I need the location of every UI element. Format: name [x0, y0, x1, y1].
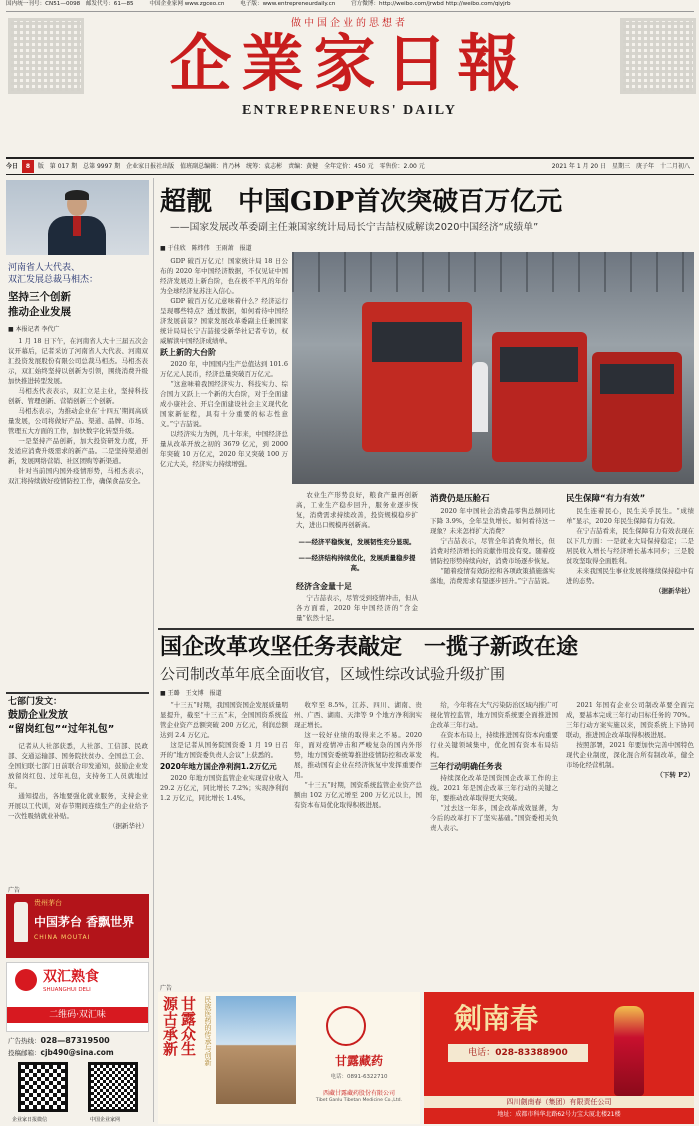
feature-main-headline-1: 坚持三个创新 [8, 291, 71, 303]
article-paragraph: “十三五”时期，国资系统监管企业资产总额由 102 万亿元增至 200 万亿元以上，国有资本布局优化取得积极进展。 [294, 781, 422, 809]
top-info-strip [6, 0, 694, 12]
lead-column-2 [296, 490, 418, 622]
feature-paragraph: 针对当前国内国外疫情形势，马相杰表示，双汇将持续做好疫情防控工作，确保食品安全。 [8, 467, 148, 485]
site-qr-caption: 中国企业家网 [90, 1117, 121, 1123]
worker-figure [472, 362, 488, 432]
lead-paragraph: GDP 破百万亿元！国家统计局 18 日公布的 2020 年中国经济数据，不仅见证中国经济发展迈上新台阶，也在极不平凡的年份为全球经济复苏注入信心。 [160, 257, 288, 295]
lead-column-3-head: 消费仍是压舱石 [430, 494, 490, 504]
page-count-badge: 8 [22, 160, 34, 173]
ganlu-phone: 电话：0891-6322710 [330, 1074, 388, 1080]
portrait-figure [48, 192, 106, 255]
jiannanchun-brand: 劍南春 [454, 1002, 539, 1035]
jiannanchun-phone-label: 电话： [468, 1048, 496, 1058]
second-article-column-1 [160, 700, 288, 980]
lead-byline: ■ 于佳欣 陈炜伟 王雨萧 报道 [160, 245, 252, 252]
feature-main-headline-2: 推动企业发展 [8, 306, 71, 318]
article-subhead-3: 三年行动明确任务表 [430, 762, 502, 771]
ganlu-vertical-2: 甘露众生 [179, 996, 197, 1056]
lead-subhead-2: 经济含金量十足 [296, 581, 352, 591]
lead-paragraph: 宁吉喆表示，尽管全年消费负增长，但消费对经济增长的贡献作用没有变。随着疫情防控形势持续向好，消费市场逐步恢复。 [430, 537, 555, 565]
section-divider [158, 628, 694, 630]
article-paragraph: “过去这一年多，国企改革成效显著，为今后的改革打下了坚实基础。”国资委相关负责人表示。 [430, 804, 558, 832]
epaper-link[interactable]: 电子版：www.entrepreneurdaily.cn [240, 1, 336, 7]
lead-column-4-head: 民生保障“有力有效” [566, 494, 646, 504]
issue-details: 第 017 期 总第 9997 期 企业家日报社出版 值班副总编辑：肖乃林 统筹：袁志彬 责编：黄健 全年定价：450 元 零售价：2.00 元 [49, 163, 425, 170]
article-subhead-1: 2020年地方国企净利润1.2万亿元 [160, 762, 277, 771]
wechat-qr-code[interactable] [18, 1062, 68, 1112]
lead-headline: 超靓 中国GDP首次突破百万亿元 [160, 187, 563, 217]
moutai-bottle-icon [14, 902, 28, 942]
divider [6, 692, 149, 694]
moutai-slogan: 中国茅台 香飘世界 [34, 915, 135, 929]
email-label: 投稿邮箱： [8, 1049, 41, 1057]
jiannanchun-bottle-icon [614, 1006, 644, 1096]
jiannanchun-phone-box [448, 1044, 588, 1062]
ganlu-vertical-1: 源古承新 [161, 996, 179, 1056]
website[interactable]: 中国企业家网 www.zgceo.cn [149, 1, 225, 7]
article-paragraph: 按照部署，2021 年要加快完善中国特色现代企业制度，深化混合所有制改革，健全市场化经营机制。 [566, 741, 694, 769]
article-paragraph: 在资本布局上，持续推进国有资本向重要行业关键领域集中，优化国有资本布局结构。 [430, 731, 558, 759]
feature-headline-2: 双汇发展总裁马相杰： [8, 275, 99, 285]
issue-info-bar [6, 157, 694, 175]
lead-column-1 [160, 256, 288, 622]
moutai-en: CHINA MOUTAI [34, 934, 91, 941]
lead-highlight: ——经济结构持续优化，发展质量稳步提高。 [298, 554, 416, 572]
hotline-label: 广告热线： [8, 1037, 41, 1045]
lead-paragraph: 2020 年，中国国内生产总值达到 101.6 万亿元人民币，经济总量突破百万亿元。 [160, 360, 288, 378]
wechat-qr-caption: 企业家日报微信 [12, 1117, 48, 1123]
second-paragraph: 记者从人社部获悉，人社部、工信部、民政部、交通运输部、国务院扶贫办、全国总工会、全国妇联七部门日前联合印发通知，鼓励企业发放留岗红包、过年礼包，支持务工人员就地过年。 [8, 742, 148, 790]
article-paragraph: 给，今年将在大气污染防治区域内推广可视化管控监管，地方国资系统要全面推进国企改革三年行动。 [430, 701, 558, 729]
left-column [6, 178, 151, 1123]
portrait-photo [6, 180, 149, 255]
weibo-links[interactable]: 官方微博：http://weibo.com/jrwbd http://weibo.com/qiyjrb [351, 1, 511, 7]
lead-paragraph: 在宁吉喆看来，民生保障有力有效表现在以下几方面：一是就业大局保持稳定；二是居民收入增长与经济增长基本同步；三是脱贫攻坚取得全面胜利。 [566, 527, 694, 565]
ganlu-vertical-3: 民族医药的传承与创新 [204, 996, 212, 1066]
site-qr-code[interactable] [88, 1062, 138, 1112]
feature-headline-1: 河南省人大代表、 [8, 263, 81, 273]
article-paragraph: “十三五”时期，我国国资国企发展质量明显提升，截至“十三五”末，全国国资系统监管企业资产总额突破 200 万亿元，利润总额达到 2.4 万亿元。 [160, 701, 288, 739]
masthead-english: ENTREPRENEURS' DAILY [242, 103, 457, 118]
lead-column-4 [566, 506, 694, 622]
hotline [8, 1036, 149, 1046]
masthead-title: 企業家日報 [169, 27, 530, 100]
jiannanchun-address: 地址：成都市科华北路62号力宝大厦北楼21楼 [497, 1111, 621, 1118]
second-headline-1: 鼓励企业发放 [8, 710, 68, 721]
lead-paragraph: “这意味着我国经济实力、科技实力、综合国力又跃上一个新的大台阶，对于全面建成小康社会、开启全面建设社会主义现代化国家新征程，具有十分重要的标志性意义。”宁吉喆说。 [160, 380, 288, 428]
ganlu-company: 西藏甘露藏药股份有限公司 [322, 1090, 395, 1097]
ad-label-bottom: 广告 [160, 985, 173, 992]
article-paragraph: 2021 年国有企业公司制改革要全面完成，要基本完成三年行动目标任务的 70%。三年行动方案实施以来，国资系统上下协同联动，推进国企改革取得积极进展。 [566, 701, 694, 739]
submission-email [8, 1048, 149, 1058]
ganlu-ad[interactable] [158, 992, 420, 1124]
tagline: 做中国企业的思想者 [291, 18, 408, 29]
qr-code-left[interactable] [8, 18, 84, 94]
feature-paragraph: 一是坚持产品创新，加大投资研发力度，开发适应消费升级需求的新产品。二是坚持渠道创新，发展网络营销、社区团购等新渠道。 [8, 437, 148, 465]
lead-paragraph: 民生连着民心，民生关乎民生。“成绩单”显示，2020 年民生保障有力有效。 [566, 507, 694, 525]
ganlu-name: 甘露藏药 [334, 1054, 383, 1068]
email-address[interactable]: cjb490@sina.com [40, 1048, 114, 1057]
issue-date: 2021 年 1 月 20 日 星期三 庚子年 十二月初八 [551, 163, 690, 170]
shuanghui-ad[interactable] [6, 962, 149, 1032]
ad-label-left: 广告 [8, 887, 21, 894]
shuanghui-name: 双汇熟食 [43, 969, 99, 985]
lead-highlight: ——经济平稳恢复，发展韧性充分显现。 [298, 537, 416, 546]
second-headline-2: “留岗红包”“过年礼包” [8, 724, 115, 735]
feature-paragraph: 1 月 18 日下午，在河南省人大十三届五次会议开幕后，记者采访了河南省人大代表、河南双汇投资发展股份有限公司总裁马相杰。马相杰表示，双汇始终坚持以创新为引领，围绕消费升级加快推进转型发展。 [8, 337, 148, 385]
second-paragraph: 通知提出，各地要强化就业服务，支持企业开展以工代训，对春节期间连续生产的企业给予一次性吸纳就业补贴。 [8, 792, 148, 820]
article-paragraph: 收窄至 8.5%，江苏、四川、湖南、贵州、广西、湖南、天津等 9 个地方净利润实现正增长。 [294, 701, 422, 729]
jiannanchun-ad[interactable] [424, 992, 694, 1124]
ganlu-english: Tibet Ganlu Tibetan Medicine Co.,Ltd. [315, 1098, 403, 1103]
lead-paragraph: 以经济实力为例，几十年来，中国经济总量从改革开放之初的 3679 亿元，到 2000 年突破 10 万亿元，2020 年又突破 100 万亿元大关，经济实力持续增强。 [160, 430, 288, 468]
moutai-brand: 贵州茅台 [34, 899, 62, 907]
lead-source: （据新华社） [655, 587, 694, 595]
qr-code-right[interactable] [620, 18, 696, 94]
second-source: （据新华社） [109, 822, 148, 830]
second-article-column-3 [430, 700, 558, 980]
shuanghui-en: SHUANGHUI DELI [43, 987, 91, 993]
feature-paragraph: 马相杰代表表示，双汇立足主业，坚持科技创新、管理创新、营销创新三个创新。 [8, 387, 148, 405]
second-article-subhead: 公司制改革年底全面收官，区域性综改试验升级扩围 [160, 665, 506, 683]
moutai-ad[interactable] [6, 894, 149, 958]
second-article-headline: 国企改革攻坚任务表敲定 一揽子新政在途 [160, 634, 579, 660]
article-paragraph: 2020 年地方国资监管企业实现营业收入 29.2 万亿元，同比增长 7.2%；实现净利润 1.2 万亿元，同比增长 1.4%。 [160, 774, 288, 802]
today-label: 今日 [6, 163, 19, 170]
ganlu-building-photo [216, 996, 296, 1104]
lead-paragraph: 宁吉喆表示，尽管受到疫情冲击，但从各方面看，2020 年中国经济的“含金量”依然十足。 [296, 593, 418, 622]
publication-codes: 国内统一刊号：CN51—0098 邮发代号：61—85 [6, 1, 134, 7]
lead-paragraph: GDP 破百万亿元意味着什么？经济运行呈现哪些特点？透过数据，如何看待中国经济发展前景？国家发展改革委副主任兼国家统计局局长宁吉喆接受新华社记者专访，权威解读中国经济成绩单。 [160, 297, 288, 345]
article-paragraph: 这一较好业绩的取得来之不易。2020 年，面对疫情冲击和严峻复杂的国内外形势，地方国资委统筹推进疫情防控和改革发展，推动国有企业在经济恢复中发挥重要作用。 [294, 731, 422, 779]
jiannanchun-phone: 028-83388900 [495, 1048, 568, 1058]
lead-column-3 [430, 506, 555, 622]
hotline-number: 028—87319500 [40, 1036, 110, 1045]
shuanghui-logo-icon [15, 969, 37, 991]
second-kicker: 七部门发文： [8, 697, 63, 707]
second-body [8, 741, 148, 883]
feature-byline: ■ 本报记者 李代广 [8, 326, 60, 333]
article-paragraph: 这是记者从国务院国资委 1 月 19 日召开的“地方国资委负责人会议”上获悉的。 [160, 741, 288, 759]
article-paragraph: 持续深化改革是国资国企改革工作的主线。2021 年是国企改革三年行动的关键之年，要推动改革取得更大突破。 [430, 774, 558, 802]
lead-subhead-1: 跃上新的大台阶 [160, 348, 216, 357]
continued-on-page[interactable]: （下转 P2） [656, 771, 694, 779]
lead-paragraph: “随着疫情有效防控和各项政策措施落实落地，消费需求有望逐步回升。”宁吉喆说。 [430, 567, 555, 585]
feature-body [8, 336, 148, 688]
column-divider [153, 178, 154, 1122]
second-article-byline: ■ 王璐 王文博 报道 [160, 690, 222, 697]
lead-paragraph: 农业生产形势良好，粮食产量再创新高，工业生产稳步回升，服务业逐步恢复，消费需求持续改善，投资规模稳步扩大，进出口规模再创新高。 [296, 491, 418, 529]
lead-photo-truck-factory [292, 252, 694, 484]
second-article-column-4 [566, 700, 694, 980]
lead-paragraph: 2020 年中国社会消费品零售总额同比下降 3.9%，全年呈负增长。如何看待这一现象？未来怎样扩大消费？ [430, 507, 555, 535]
pages-suffix: 版 [37, 163, 44, 170]
second-article-column-2 [294, 700, 422, 980]
feature-paragraph: 马相杰表示，为推动企业在‘十四五’期间高质量发展，公司将做好产品、渠道、品牌、市场、管理五大方面的工作，加快数字化转型升级。 [8, 407, 148, 435]
ganlu-logo-icon [326, 1006, 366, 1046]
lead-paragraph: 未来我国民生事业发展将继续保持稳中有进的态势。 [566, 567, 694, 585]
lead-subhead: ——国家发展改革委副主任兼国家统计局局长宁吉喆权威解读2020中国经济“成绩单” [170, 222, 539, 233]
jiannanchun-company: 四川劍南春（集团）有限责任公司 [424, 1096, 694, 1108]
shuanghui-slogan: 二维码·双汇味 [7, 1007, 148, 1023]
